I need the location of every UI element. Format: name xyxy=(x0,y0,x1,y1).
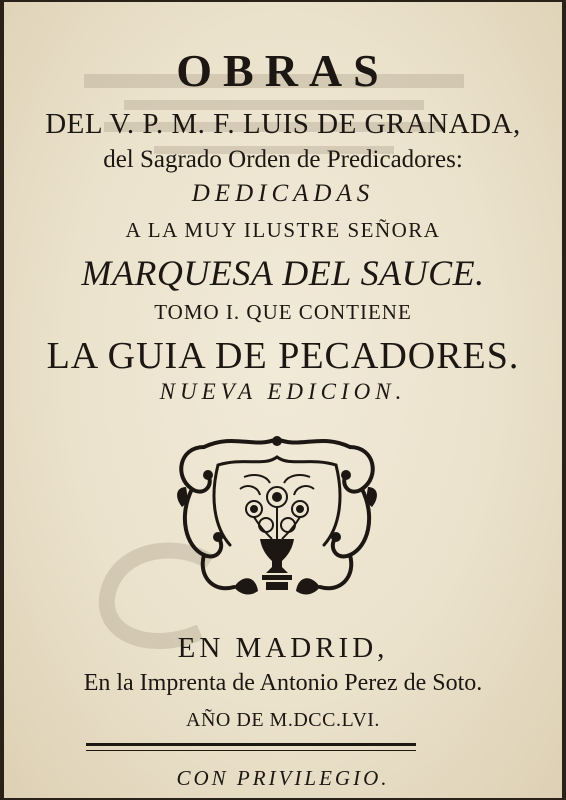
volume-line: TOMO I. QUE CONTIENE xyxy=(154,300,412,324)
double-rule-thick xyxy=(86,743,416,746)
dedicatee-name: MARQUESA DEL SAUCE. xyxy=(81,253,485,293)
year-line: AÑO DE M.DCC.LVI. xyxy=(186,709,380,731)
edition-line: NUEVA EDICION. xyxy=(159,379,407,404)
work-title: LA GUIA DE PECADORES. xyxy=(46,335,520,377)
printer-line: En la Imprenta de Antonio Perez de Soto. xyxy=(83,670,483,696)
dedication-to-line: A LA MUY ILUSTRE SEÑORA xyxy=(125,218,441,242)
dedication-heading: DEDICADAS xyxy=(191,180,375,207)
title-page xyxy=(4,2,562,798)
title: OBRAS xyxy=(176,45,390,96)
religious-order-line: del Sagrado Orden de Predicadores: xyxy=(103,146,463,173)
place-of-printing: EN MADRID, xyxy=(177,632,389,664)
author-line: DEL V. P. M. F. LUIS DE GRANADA, xyxy=(45,108,521,140)
privilege-line: CON PRIVILEGIO. xyxy=(176,766,390,790)
double-rule-thin xyxy=(86,750,416,751)
baroque-flower-vase-ornament-icon xyxy=(174,427,380,603)
